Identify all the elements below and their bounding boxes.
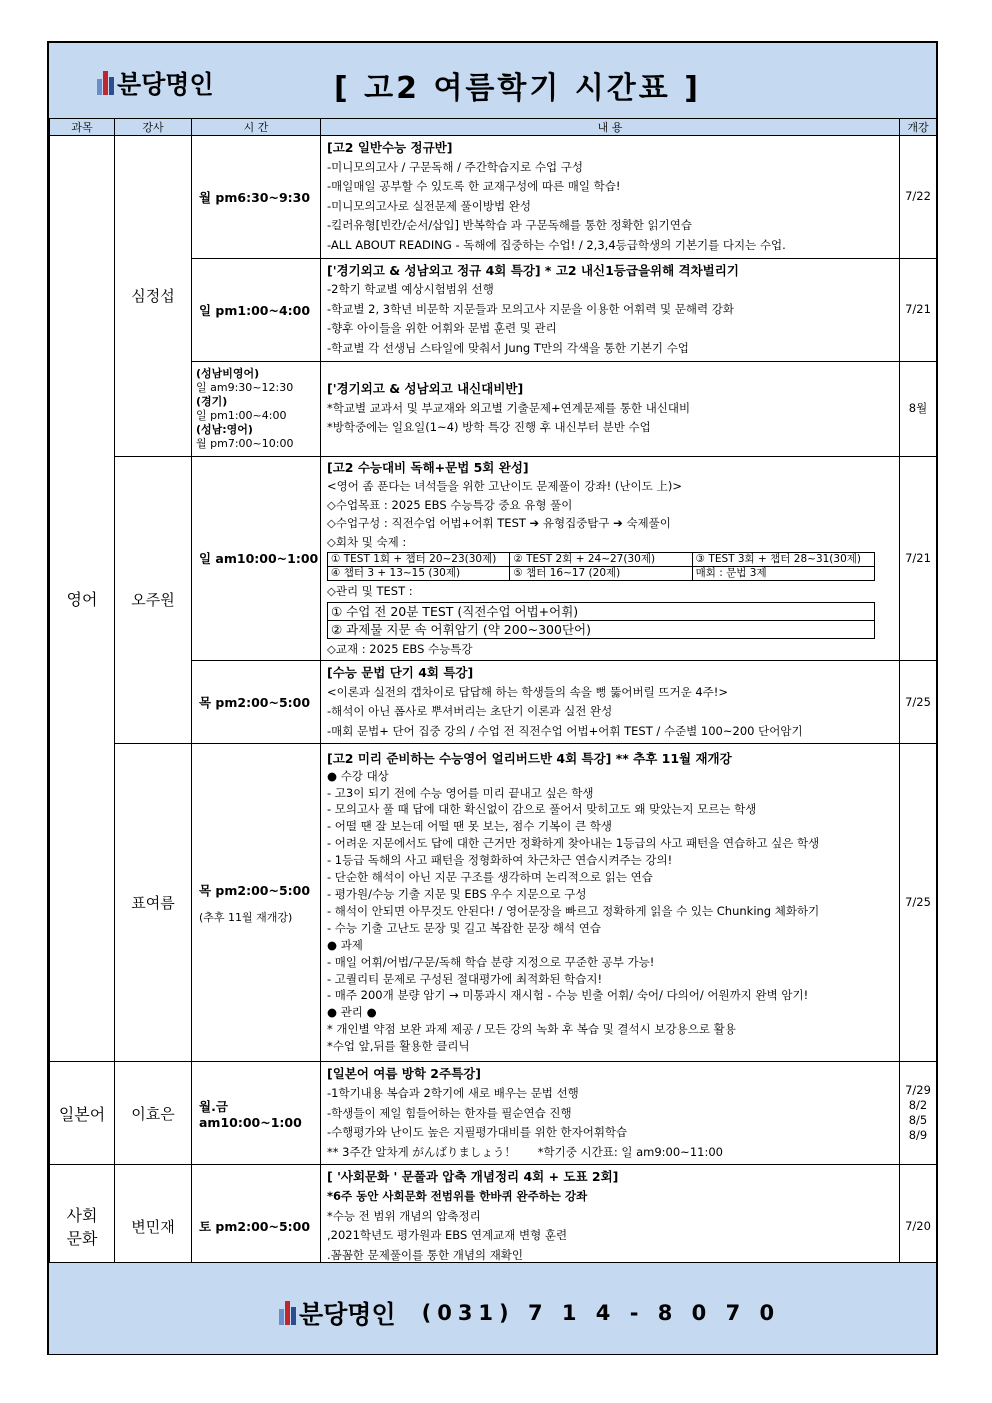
content-line: - 수능 기출 고난도 문장 및 길고 복잡한 문장 해석 연습 bbox=[327, 920, 601, 935]
class-content bbox=[321, 258, 900, 361]
session-grid bbox=[327, 552, 875, 581]
teacher-name: 심정섭 bbox=[115, 136, 192, 457]
time-value: 일 pm1:00~4:00 bbox=[196, 408, 287, 422]
content-line: *수업 앞,뒤를 활용한 클리닉 bbox=[327, 1039, 470, 1054]
test-item: ② 과제물 지문 속 어휘암기 (약 200~300단어) bbox=[328, 620, 874, 638]
content-line: -ALL ABOUT READING - 독해에 집중하는 수업! / 2,3,4등급학생의 기본기를 다지는 수업. bbox=[327, 237, 786, 252]
open-date: 7/25 bbox=[900, 661, 937, 744]
content-line: .꼼꼼한 문제풀이를 통한 개념의 재확인 bbox=[327, 1247, 524, 1262]
subject-english: 영어 bbox=[50, 136, 115, 1062]
content-line: *수능 전 범위 개념의 압축정리 bbox=[327, 1208, 481, 1223]
class-subtitle: *6주 동안 사회문화 전범위를 한바퀴 완주하는 강좌 bbox=[327, 1188, 588, 1203]
subject-social: 사회 문화 bbox=[50, 1165, 115, 1288]
time-note: (추후 11월 재개강) bbox=[199, 910, 293, 924]
time-value: am10:00~1:00 bbox=[199, 1114, 302, 1130]
class-content bbox=[321, 361, 900, 456]
class-title: ['경기외고 & 성남외고 내신대비반] bbox=[327, 381, 524, 397]
col-teacher: 강사 bbox=[115, 119, 192, 136]
content-line: ◇교재 : 2025 EBS 수능특강 bbox=[327, 641, 473, 656]
teacher-name: 이효은 bbox=[115, 1062, 192, 1165]
content-line: ** 3주간 알차게 がんばりましょう！ *학기중 시간표: 일 am9:00~11:00 bbox=[327, 1144, 723, 1159]
content-line: - 1등급 독해의 사고 패턴을 정형화하여 차근차근 연습시켜주는 강의! bbox=[327, 853, 673, 868]
class-content bbox=[321, 661, 900, 744]
content-line: - 단순한 해석이 아닌 지문 구조를 생각하며 논리적으로 읽는 연습 bbox=[327, 870, 653, 885]
content-line: ● 수강 대상 bbox=[327, 768, 389, 783]
open-date: 7/25 bbox=[900, 744, 937, 1062]
content-line: - 평가원/수능 기출 지문 및 EBS 우수 지문으로 구성 bbox=[327, 887, 587, 901]
col-subject: 과목 bbox=[50, 119, 115, 136]
class-title: [고2 미리 준비하는 수능영어 얼리버드반 4회 특강] ** 추후 11월 재개강 bbox=[327, 750, 732, 766]
time-label: (성남비영어) bbox=[196, 366, 260, 380]
session-cell: ⑤ 챕터 16~17 (20제) bbox=[510, 567, 692, 581]
brand bbox=[97, 65, 214, 101]
content-line: ,2021학년도 평가원과 EBS 연계교재 변형 훈련 bbox=[327, 1228, 568, 1243]
content-line: *학교별 교과서 및 부교재와 외고별 기출문제+연계문제를 통한 내신대비 bbox=[327, 400, 691, 415]
content-line: -해석이 아닌 폼사로 뿌셔버리는 초단기 이론과 실전 완성 bbox=[327, 704, 613, 719]
phone-number: (031) 7 1 4 - 8 0 7 0 bbox=[421, 1301, 781, 1325]
content-line: -학교별 각 선생님 스타일에 맞춰서 Jung T만의 각색을 통한 기본기 수업 bbox=[327, 340, 689, 355]
content-line: -2학기 학교별 예상시험범위 선행 bbox=[327, 282, 494, 297]
brand-name: 분당명인 bbox=[117, 70, 214, 99]
time-value: 월 pm7:00~10:00 bbox=[196, 436, 294, 450]
session-cell: ③ TEST 3회 + 챕터 28~31(30제) bbox=[692, 553, 874, 567]
open-date: 7/29 8/2 8/5 8/9 bbox=[900, 1062, 937, 1165]
class-time: 토 pm2:00~5:00 bbox=[192, 1165, 321, 1288]
content-line: - 매주 200개 분량 암기 → 미통과시 재시험 - 수능 빈출 어휘/ 숙어/ 다의어/ 어원까지 완벽 암기! bbox=[327, 988, 809, 1003]
test-box bbox=[327, 602, 875, 639]
time-label: (성남:영어) bbox=[196, 422, 253, 436]
class-time bbox=[192, 744, 321, 1062]
content-line: <영어 좀 푼다는 녀석들을 위한 고난이도 문제풀이 강좌! (난이도 上)> bbox=[327, 479, 682, 494]
content-line: ◇수업목표 : 2025 EBS 수능특강 중요 유형 풀이 bbox=[327, 497, 573, 512]
session-cell: ④ 챕터 3 + 13~15 (30제) bbox=[328, 567, 510, 581]
content-line: - 어떨 땐 잘 보는데 어떨 땐 못 보는, 점수 기복이 큰 학생 bbox=[327, 819, 612, 834]
open-date: 7/21 bbox=[900, 258, 937, 361]
class-content bbox=[321, 136, 900, 259]
schedule-table bbox=[49, 118, 937, 1288]
time-value: 목 pm2:00~5:00 bbox=[199, 882, 311, 898]
table-row bbox=[50, 744, 937, 1062]
session-cell: ② TEST 2회 + 24~27(30제) bbox=[510, 553, 692, 567]
page-header bbox=[49, 43, 936, 119]
content-line: ◇회차 및 숙제 : bbox=[327, 534, 407, 549]
content-line: -매회 문법+ 단어 집중 강의 / 수업 전 직전수업 어법+어휘 TEST / 수준별 100~200 단어암기 bbox=[327, 723, 803, 738]
class-title: ['경기외고 & 성남외고 정규 4회 특강] * 고2 내신1등급을위해 격차벌리기 bbox=[327, 262, 739, 278]
brand-logo-icon bbox=[279, 1301, 296, 1325]
class-title: [일본어 여름 방학 2주특강] bbox=[327, 1066, 481, 1082]
teacher-name: 표여름 bbox=[115, 744, 192, 1062]
content-line: -미니모의고사로 실전문제 풀이방법 완성 bbox=[327, 198, 531, 213]
class-time: 목 pm2:00~5:00 bbox=[192, 661, 321, 744]
content-line: -향후 아이들을 위한 어휘와 문법 훈련 및 관리 bbox=[327, 321, 557, 336]
class-content bbox=[321, 456, 900, 661]
session-cell: ① TEST 1회 + 챕터 20~23(30제) bbox=[328, 553, 510, 567]
class-time bbox=[192, 361, 321, 456]
class-time: 일 pm1:00~4:00 bbox=[192, 258, 321, 361]
open-date: 7/20 bbox=[900, 1165, 937, 1288]
content-line: -미니모의고사 / 구문독해 / 주간학습지로 수업 구성 bbox=[327, 159, 584, 174]
content-line: -1학기내용 복습과 2학기에 새로 배우는 문법 선행 bbox=[327, 1086, 579, 1100]
content-line: -킬러유형[빈칸/순서/삽입] 반복학습 과 구문독해를 통한 정확한 읽기연습 bbox=[327, 218, 692, 233]
class-time bbox=[192, 1062, 321, 1165]
table-header-row bbox=[50, 119, 937, 136]
content-line: -수행평가와 난이도 높은 지필평가대비를 위한 한자어휘학습 bbox=[327, 1125, 628, 1140]
table-row bbox=[50, 1062, 937, 1165]
footer-brand-name: 분당명인 bbox=[299, 1300, 396, 1329]
class-time: 월 pm6:30~9:30 bbox=[192, 136, 321, 259]
content-line: - 어려운 지문에서도 답에 대한 근거만 정확하게 찾아내는 1등급의 사고 패턴을 연습하고 싶은 학생 bbox=[327, 836, 820, 851]
content-line: <이론과 실전의 갭차이로 답답해 하는 학생들의 속을 뻥 뚫어버릴 뜨거운 4주!> bbox=[327, 684, 729, 699]
content-line: * 개인별 약점 보완 과제 제공 / 모든 강의 녹화 후 복습 및 결석시 보강용으로 활용 bbox=[327, 1022, 736, 1037]
test-item: ① 수업 전 20분 TEST (직전수업 어법+어휘) bbox=[331, 603, 579, 619]
col-open: 개강 bbox=[900, 119, 937, 136]
content-line: - 고퀄리티 문제로 구성된 절대평가에 최적화된 학습지! bbox=[327, 971, 603, 986]
col-time: 시 간 bbox=[192, 119, 321, 136]
subject-japanese: 일본어 bbox=[50, 1062, 115, 1165]
open-date: 7/22 bbox=[900, 136, 937, 259]
content-line: -매일매일 공부할 수 있도록 한 교재구성에 따른 매일 학습! bbox=[327, 179, 621, 194]
class-content bbox=[321, 744, 900, 1062]
time-label: (경기) bbox=[196, 394, 228, 408]
col-content: 내 용 bbox=[321, 119, 900, 136]
class-time: 일 am10:00~1:00 bbox=[192, 456, 321, 661]
content-line: - 해석이 안되면 아무것도 안된다! / 영어문장을 빠르고 정확하게 읽을 수 있는 Chunking 체화하기 bbox=[327, 903, 820, 918]
timetable-page bbox=[47, 41, 938, 1355]
open-date: 8월 bbox=[900, 361, 937, 456]
content-line: - 매일 어휘/어법/구문/독해 학습 분량 지정으로 꾸준한 공부 가능! bbox=[327, 954, 655, 969]
time-value: 월.금 bbox=[199, 1098, 228, 1114]
content-line: - 모의고사 풀 때 답에 대한 확신없이 감으로 풀어서 맞히고도 왜 맞았는지 모르는 학생 bbox=[327, 802, 757, 817]
table-row bbox=[50, 136, 937, 259]
class-title: [고2 일반수능 정규반] bbox=[327, 140, 453, 155]
content-line: -학교별 2, 3학년 비문학 지문들과 모의고사 지문을 이용한 어휘력 및 문해력 강화 bbox=[327, 301, 735, 316]
content-line: ◇관리 및 TEST : bbox=[327, 584, 413, 599]
class-title: [고2 수능대비 독해+문법 5회 완성] bbox=[327, 459, 529, 475]
class-title: [수능 문법 단기 4회 특강] bbox=[327, 665, 474, 681]
class-title: [ '사회문화 ' 문풀과 압축 개념정리 4회 + 도표 2회] bbox=[327, 1169, 619, 1185]
table-row bbox=[50, 456, 937, 661]
page-title: [ 고2 여름학기 시간표 ] bbox=[334, 71, 701, 106]
teacher-name: 변민재 bbox=[115, 1165, 192, 1288]
class-content bbox=[321, 1062, 900, 1165]
content-line: ◇수업구성 : 직전수업 어법+어휘 TEST ➔ 유형집중탐구 ➔ 숙제풀이 bbox=[327, 516, 671, 531]
time-value: 일 am9:30~12:30 bbox=[196, 380, 294, 394]
page-footer bbox=[49, 1262, 936, 1354]
content-line: ● 관리 ● bbox=[327, 1005, 377, 1020]
footer-brand bbox=[279, 1295, 780, 1331]
open-date: 7/21 bbox=[900, 456, 937, 661]
content-line: *방학중에는 일요일(1~4) 방학 특강 진행 후 내신부터 분반 수업 bbox=[327, 420, 651, 435]
brand-logo-icon bbox=[97, 71, 114, 95]
content-line: ● 과제 bbox=[327, 937, 363, 952]
content-line: - 고3이 되기 전에 수능 영어를 미리 끝내고 싶은 학생 bbox=[327, 785, 594, 800]
session-cell: 매회 : 문법 3제 bbox=[692, 567, 874, 581]
content-line: -학생들이 제일 힘들어하는 한자를 필순연습 진행 bbox=[327, 1105, 572, 1120]
teacher-name: 오주원 bbox=[115, 456, 192, 744]
